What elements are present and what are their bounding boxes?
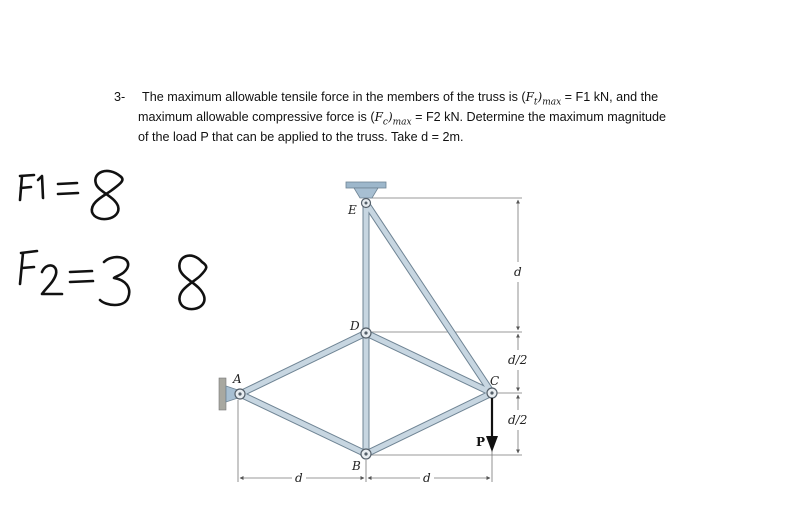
load-label-P: P xyxy=(476,435,486,449)
joint-label-B: B xyxy=(352,459,361,473)
dim-label-d-left: d xyxy=(295,471,303,485)
joint-label-A: A xyxy=(233,372,242,386)
problem-line-3: of the load P that can be applied to the truss. Take d = 2m. xyxy=(138,130,464,144)
joint-label-C: C xyxy=(490,374,500,388)
load-arrow-P xyxy=(486,398,498,452)
dim-label-d2-upper: d/2 xyxy=(508,353,528,367)
problem-line-2: maximum allowable compressive force is $(F_c)_{max} = F2$ kN. Determine the maximum magnitude xyxy=(138,110,667,128)
dim-label-d-right: d xyxy=(423,471,431,485)
tensile-force-symbol: $F_t)_{max}$ xyxy=(525,90,562,108)
dim-label-d-vertical: d xyxy=(514,265,522,279)
joint-label-E: E xyxy=(348,203,357,217)
joint-label-D: D xyxy=(350,319,360,333)
compressive-force-symbol: $F_c)_{max}$ xyxy=(374,110,412,128)
problem-line-1: The maximum allowable tensile force in the members of the truss is $(F_t)_{max} = F1$ kN, and the xyxy=(142,90,659,108)
dim-label-d2-lower: d/2 xyxy=(508,413,528,427)
pin-support-E xyxy=(346,182,386,198)
problem-number: 3- xyxy=(114,90,126,104)
